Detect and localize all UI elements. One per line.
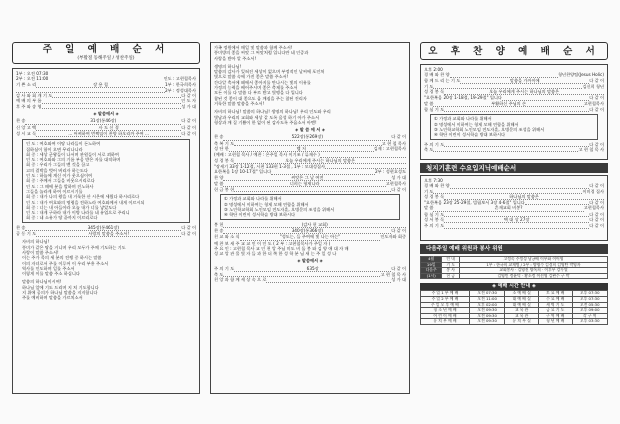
order-item-leader: 고 현 철 목 사 (578, 146, 604, 152)
table-cell: 오후 03:30 (572, 319, 608, 325)
order-item-label: 합 심 기 도 (424, 211, 445, 217)
table-cell: 인 내 (442, 257, 460, 263)
text-line: 거룩한 말씀 말씀을 주소서! (214, 100, 265, 106)
order-item-label: 축 도 (214, 271, 224, 277)
order-item-leader: 다 같 이 (589, 183, 604, 189)
text-line: 자비의 하나님! 말씀의 하나님! 생명의 하나님! 우리 인도와 우리 (214, 109, 331, 115)
text-line: 인 도 : 여호와여 이땅 나라들이 돈노하여 (26, 141, 101, 147)
order-item-leader: 2부 : 정성대목사 (164, 87, 196, 93)
order-item-label: 축 도 (424, 146, 434, 152)
order-item-leader: 청년찬양팀(Jesus Holic) (558, 72, 604, 78)
text-line: 말씀의 하나님이시여! (22, 279, 62, 285)
word-section-header: ◈ 말 씀 에 서 ◈ (295, 127, 325, 133)
table-cell: 봉 사 (442, 268, 460, 274)
order-item-content: 하나님의 말씀은 (444, 194, 604, 200)
service-time-1: 1부 : 오전 07:30 (16, 71, 49, 76)
order-item-label: 요한복음 1장 10-17절" 입니다 (214, 169, 272, 175)
order-list-3 (16, 225, 196, 238)
order-item-label: 감 사 와 회 개 기 도 (16, 93, 53, 99)
table-cell: 수 요 예 배 (538, 296, 572, 302)
order-item-label: 말 씀 (424, 205, 434, 211)
table-cell: 기 도 (442, 262, 460, 268)
order-item-leader: 다 같 이 (181, 130, 196, 136)
order-item-leader: 다 같 이 (589, 217, 604, 223)
prayer-topics-box (220, 194, 400, 219)
table-cell: 오전 07:30 (469, 291, 504, 297)
text-line: 이의 자녀로서 주를 이루어 이 우리 부흥 주소서 (22, 260, 109, 266)
text-line: 회 중 : 세상 군왕들이 나서며 관원들이 서로 꾀하여 (26, 151, 119, 157)
text-line: 사랑을 받아 알 주소서! (214, 55, 257, 61)
table-cell: 주 일 1 부 예 배 (421, 291, 470, 297)
order-item-leader: 다 같 이 (589, 141, 604, 147)
wednesday-service-title: 청지기훈련 수요입지닉예배순서 (420, 163, 608, 173)
order-item-content: 벨 저 (229, 146, 374, 152)
order-item-leader: 김제 : 고현철목사 (373, 146, 406, 152)
table-cell: 오전 09:30 (469, 313, 504, 319)
order-item-content: 부활하신 주님의 손 (433, 101, 583, 107)
text-line: ③ 노인학교학회 노인모임 전도자훈, 오병문의 조성을 위해서 (224, 207, 335, 213)
table-cell: 오후 07:30 (572, 291, 608, 297)
order-item-leader: 고현철목사 (583, 205, 604, 211)
order-item-label: (예배 : 고현철 목사 / 예찬 : 은주일 목사 이기조 / 류재수 ) (214, 152, 320, 158)
table-row (421, 273, 608, 279)
order-item-leader: 고 현 철 목사 (381, 140, 406, 146)
text-line: 역사를 인도하며 일를 주소서 (22, 265, 75, 271)
order-item-label: 찬 양 (214, 174, 224, 180)
order-row (424, 223, 604, 228)
order-row (424, 107, 604, 112)
order-item-leader: 고현철목사 (385, 180, 406, 186)
text-line: 이는 주가 목의 세 분의 전쟁 중 하시는 말씀 (22, 255, 102, 261)
order-item-content (433, 147, 578, 152)
order-item-content: "성도는, 들 주여에 빛 나는 아는" (240, 234, 381, 240)
duty-title: 다음주일 예배 위원과 봉사 위원 (420, 244, 608, 254)
text-line: 말씀의 감사가 잊혀진 세상이 없으며 부정적인 날씨에 포인처 (214, 69, 325, 75)
wednesday-order-box (420, 175, 608, 241)
text-line: 주 요 인 : 고현철 목사 교 인 천 앙 주님 미도 비 돌 봉 와 김 양 애 대 자 매 (214, 245, 349, 251)
text-line: 형상과 깨 질 기쁨이 한 없이 된 감사도록 주옵소서 아멘! (214, 119, 317, 125)
order-item-leader: 성 가 대 (181, 103, 196, 109)
text-line: 지 위에 공의가 하나님 말씀을 지지합니다 (22, 289, 98, 295)
order-item-label: 축 복 기 도 (214, 140, 235, 146)
order-item-content: 31장(통46장) (25, 118, 181, 124)
order-item-content (266, 277, 391, 282)
order-item-content: (감사 헌 교회) (223, 222, 406, 228)
table-cell: 1부 : 한국희 교재병 / 2부 : 양영수 김경희 김영탄 박영자 (459, 262, 607, 268)
order-item-label: 예 배 의 부 름 (16, 98, 42, 104)
order-item-label: 찬 송 (214, 227, 224, 233)
text-line: 자비의 하나님! (22, 239, 50, 245)
order-item-leader: 다 같 이 (181, 224, 196, 230)
order-item-leader: 다 같 이 (181, 118, 196, 124)
order-list-2 (214, 222, 406, 241)
service-time-2: 2부 : 오전 11:00 (16, 76, 49, 82)
table-cell: 청 년 예 배 (538, 319, 572, 325)
text-line: 가족 정원에서 매일 및 말씀과 함께 주소서! (214, 45, 293, 50)
text-line: 가정의 능력을 베어주시며 좋은 축제를 주소서 (214, 85, 298, 91)
afternoon-order-list (424, 72, 604, 112)
table-cell: 오후 07:30 (572, 296, 608, 302)
table-cell: 주 일 2 부 예 배 (421, 296, 470, 302)
table-row (421, 319, 608, 325)
order-item-label: 기 쁜 소 리 (16, 81, 37, 87)
text-line: ④ 학단 이린이 성서학습 방대 보하시다 (224, 212, 296, 218)
text-line: 집하심이 함이 오면 무리나니라 (26, 146, 83, 152)
afternoon-order-box (420, 64, 608, 160)
order-item-content: 씨앗은 그 날 여전 (223, 175, 391, 181)
order-item-label: "요한복음 20장 1-18절, 19-29절" 입니다 (424, 95, 502, 101)
order-item-label: 합 심 기 도 (424, 107, 445, 113)
order-item-label: 봉 헌 (214, 221, 224, 227)
order-item-leader: 김신희 청년 (582, 83, 604, 89)
morning-service-column (12, 42, 200, 394)
table-cell: 어 린 이 예 배 (421, 313, 470, 319)
table-cell: 오전 11:00 (469, 296, 504, 302)
order-item-leader: 다 같 이 (391, 187, 406, 193)
text-line: 빛으로 말씀 속에 가진 좋은 말씀 주소서! (214, 74, 289, 80)
prayer-topics-box (430, 114, 598, 139)
table-cell: 유 치 부 예 배 (421, 319, 470, 325)
order-item-label: 친 교 와 소 식 (214, 234, 240, 240)
text-line: 간다알 축서에 떼에서 좋아지를 만나시는 빛의 이유를 (214, 79, 311, 85)
order-item-leader: 다 같 이 (391, 134, 406, 140)
order-item-label: 친 앙 과 함 께 세 상 속 으 로 (214, 277, 267, 283)
text-line: 회 중 : 네 소유가 땅 끝까지 이르리로다 (26, 215, 98, 221)
table-cell: 각 구 역 (572, 313, 608, 319)
text-line: 생명의 하나님! (214, 63, 242, 69)
text-line: 고의 결박을 벗어 버리자 하는도다 (26, 167, 88, 173)
table-cell: 대 예 배 실 (505, 302, 539, 308)
text-line: 회 중 : 주께서 그들을 비웃으시리로다 (26, 178, 95, 184)
table-cell: (1시) (421, 273, 442, 279)
order-item-leader: 2부 : 성현호성도 (374, 169, 406, 175)
text-line: 회 중 : 너는 내 아들이라 오늘 내가 너를 낳았도다 (26, 204, 117, 210)
intro-text (214, 45, 406, 61)
text-line: 이렇게 이를 말씀 주소 하십니다 (22, 271, 80, 277)
prayer-text (214, 64, 406, 106)
order-item-label: 말 씀 (424, 100, 434, 106)
wednesday-time: 오후 7:30 (424, 178, 443, 183)
order-item-content: 흔재교회 비봉? (433, 205, 583, 211)
table-cell: 교 육 관 (505, 308, 539, 314)
text-line: 사랑이 말씀 주소서! (22, 249, 59, 255)
order-item-leader: 이미경 집사 (582, 188, 604, 194)
order-item-leader: 1부 : 한국희목사 (164, 81, 196, 87)
order-item-label: 주 의 기 도 (424, 223, 445, 229)
text-line: 참된 것 좋이 대 좋으도 옵 깨짐을 주는 참된 진리자 (214, 95, 307, 101)
order-item-label: 찬 송 (214, 134, 224, 140)
order-row (16, 131, 196, 137)
order-item-content: 장 용 철 (36, 82, 165, 88)
text-line: ④ 학단 이린이 성서학습 방대 보하시다 (434, 132, 506, 138)
text-line: 모든 이를 다 말씀 다 부르 받고 빛앵을 다 입니다 (214, 90, 303, 96)
order-item-leader: 인도자와 회중 (380, 234, 406, 240)
order-item-content (444, 107, 589, 112)
order-item-leader: 다 같 이 (589, 95, 604, 101)
order-item-content: 345장(통461장) (25, 225, 181, 231)
table-cell: 다음주 (421, 268, 442, 274)
table-cell: 오전 09:30 (469, 319, 504, 325)
table-cell: 대 예 배 실 (505, 296, 539, 302)
order-item-content: 522장(통269장) (223, 134, 391, 140)
order-row (424, 147, 604, 152)
service-presider: 인도 : 고현철목사 (163, 76, 196, 82)
order-item-label: 성 서 봉 독 (424, 217, 445, 223)
text-line: 예 찬 보 새 주 교 교 인 이 인 도 ( 2 부 : 고현철목사가 주일 자 ) (214, 240, 331, 246)
order-item-label: 성 경 봉 독 (424, 193, 445, 199)
order-item-content (234, 187, 391, 192)
order-item-content: 말씀을 가까이에 (460, 78, 589, 84)
table-cell: 헌 금 (442, 273, 460, 279)
order-item-content: 사랑의 말씀을 주소서! (36, 231, 181, 237)
table-cell: 오전 09:30 (469, 308, 504, 314)
morning-service-title: 주 일 예 배 순 서 (42, 44, 170, 55)
order-item-leader: 다 같 이 (181, 93, 196, 99)
order-item-leader: 다 같 이 (589, 223, 604, 229)
order-item-content (42, 104, 182, 109)
afternoon-order-end (424, 142, 604, 153)
text-line: 인 도 : 내가 여호와의 명령을 전하노라 여호와께서 내게 이르시되 (26, 199, 145, 205)
afternoon-service-title-box (420, 42, 608, 60)
afternoon-time: 오후 2:00 (424, 67, 443, 72)
table-cell: 유 치 부 실 (505, 319, 539, 325)
order-item-label: 경 배 와 찬 양 (424, 72, 450, 78)
table-cell: 청 소 년 예 배 (421, 308, 470, 314)
duty-table (420, 256, 608, 279)
text-line: 인 도 : 하늘에 계신 이가 웃으심이여 (26, 173, 93, 179)
order-item-label: 성 단 한 (214, 146, 229, 152)
order-item-leader: 다 같 이 (589, 107, 604, 113)
table-cell: 토 요 예 배 (538, 291, 572, 297)
order-item-leader: 고현철목사 (583, 100, 604, 106)
order-list (214, 134, 406, 192)
text-line: 회 중 : 우리가 그들의 맨 것을 끊고 (26, 162, 90, 168)
order-item-label: 공 동 기 도 (16, 231, 37, 237)
table-cell: 오후 02:00 (469, 302, 504, 308)
morning-service-order-box (12, 68, 200, 394)
order-item-label: 신 앙 고 백 (16, 124, 37, 130)
order-item-label: "장세기 33장 1-12절, 시편 133편 1-3절 , 1부 : 모대성집사 (214, 163, 325, 169)
text-line: 인 도 : 여호와와 그의 기름 부음 받은 자를 대적하며 (26, 157, 121, 163)
text-line: ② 명성에서 이하여는 형제 모해 연합을 위해서 (434, 121, 519, 127)
order-item-label: 말 씀 (214, 180, 224, 186)
order-item-content: 오늘 우리에게 주시는 하나님의 말씀은 (444, 89, 604, 95)
order-item-label: 헌 금 봉 헌 (214, 187, 235, 193)
order-item-content: 택 대 상 27장 (444, 217, 589, 223)
order-item-label: 찬 송 (16, 224, 26, 230)
table-cell: 오전 05:30 (572, 302, 608, 308)
order-row (16, 104, 196, 109)
order-item-content: 635장 (234, 266, 391, 272)
schedule-title: ◈ 예배 시간 안내 ◈ (420, 283, 608, 290)
order-item-label: 주 의 기 도 (214, 265, 235, 271)
order-item-leader: 다 같 이 (181, 231, 196, 237)
text-line: 주를 예비하며 말씀을 가르치소서 (22, 295, 83, 301)
schedule-table (420, 290, 608, 325)
afternoon-service-column (420, 42, 608, 394)
order-item-label: 기 도 (424, 188, 434, 194)
text-line: 인 도 : 내게 구하라 내가 이방 나라를 네 유업으로 주리니 (26, 210, 130, 216)
table-cell: 금 요 기 도 (538, 308, 572, 314)
psalm-reading-box (22, 139, 190, 222)
prayer-text-2 (214, 109, 406, 125)
afternoon-service-title: 오 후 찬 양 예 배 순 서 (428, 46, 600, 57)
order-item-leader: 다 같 이 (589, 200, 604, 206)
order-row (214, 234, 406, 240)
order-item-leader: 다 같 이 (589, 77, 604, 83)
order-row (16, 231, 196, 237)
table-cell: 새 벽 기 도 (538, 302, 572, 308)
table-cell: 19일 (421, 262, 442, 268)
table-cell: 오후 09:00 (572, 308, 608, 314)
order-item-label: 성 경 봉 독 (214, 157, 235, 163)
announcement-text (214, 241, 406, 257)
text-line: ③ 노인학교학회 노인모임 전도자훈, 오병문의 조성을 위해서 (434, 126, 545, 132)
order-item-label: "요한복음 23장 25-29절, 빌립보서 3장 4-6절" 입니다 (424, 200, 525, 206)
text-line: 인 도 : 그 때에 분을 발하며 진노하사 (26, 183, 94, 189)
order-item-content (444, 223, 589, 228)
order-item-label: 찬 송 (16, 118, 26, 124)
order-list-3 (214, 266, 406, 283)
text-line: 풍미방의 좋을 씨앗 그 씨앗처럼 입니다만 네 인증과 (214, 50, 309, 56)
continuation-box (210, 42, 410, 394)
closing-text (16, 279, 196, 300)
text-line: 그들을 놀라게 하여 이르시기를 (26, 188, 83, 194)
order-item-content: ... 어찌하여 번쩍임이 찬양 하오리까 주여 ... (36, 131, 181, 137)
order-item-content: 340장(통366장) (223, 228, 391, 234)
morning-service-title-box (12, 42, 200, 64)
text-line: 빛남과 우리의 교회와 세상 같 도록 음성 하기 아가 주소서 (214, 114, 320, 120)
table-cell: 주 일 오 후 예 배 (421, 302, 470, 308)
table-cell: 구 역 예 배 (538, 313, 572, 319)
table-cell: 김영민 정윤덕 · 황소정 이선영 김완수 구 박 (459, 273, 607, 279)
prayer-text (16, 239, 196, 276)
order-item-leader: 고 현 철 목 사 (380, 271, 406, 277)
text-line: 회 중 : 내가 나의 왕을 내 거룩한 산 시온에 세웠다 하시리로다 (26, 194, 140, 200)
order-item-label: 성 시 교 독 (16, 130, 37, 136)
text-line: 성 교 앙 관 물 빛 자 들 과 한 더 쪽 한 성 학 분 님 새 는 주 일 성 나 (214, 251, 337, 257)
text-line: ① 가정과 교회와 나라를 위해서 (224, 196, 282, 202)
table-cell: 고정숙 주정성 남궁배 이부화 이어영 (459, 257, 607, 263)
text-line: 하나님 앞에 기도 드리며 지 처 기도합니다 (22, 284, 99, 290)
word-section-header-2: ◈ 말씀에서 ◈ (297, 258, 323, 264)
text-line: 풍미가 같은 땅을 거니며 우리 모두가 주께 기도하는 기도 (22, 244, 126, 250)
order-list-1 (16, 82, 196, 109)
order-row (214, 187, 406, 192)
order-item-leader: 다 같 이 (589, 211, 604, 217)
order-item-label: 주 의 기 도 (424, 141, 445, 147)
wednesday-order-list (424, 183, 604, 228)
table-cell: 소 예 배 실 (505, 291, 539, 297)
order-item-content: 오늘 우리에게 주시는 하나님의 말씀은 (234, 158, 406, 164)
order-item-label: 함 께 드 리 는 기 도 (424, 77, 461, 83)
text-line: ② 명성에서 이하여는 형제 모해 연합을 위해서 (224, 201, 309, 207)
table-cell: 4월 (421, 257, 442, 263)
order-item-leader: 다 같 이 (391, 227, 406, 233)
text-line: ① 가정과 교회와 나라를 위해서 (434, 116, 492, 122)
morning-service-subtitle: (부활절 동해주일 / 성찬주일) (77, 56, 135, 61)
order-item-label: 성 경 봉 독 (424, 89, 445, 95)
order-item-label: 기 도 (424, 83, 434, 89)
service-continuation-column (210, 42, 410, 394)
table-cell: 교회봉사 · 김영진 양옥희 · 이후부 강무열 (459, 268, 607, 274)
order-item-leader: 성 가 대 (391, 277, 406, 283)
table-cell: 교 육 관 (505, 313, 539, 319)
order-item-content: 너희는 형제니라 (223, 181, 385, 187)
order-item-leader: 다 같 이 (181, 124, 196, 130)
order-item-label: 후 주 와 송 영 (16, 103, 42, 109)
word-section-header: ◈ 말씀에서 ◈ (93, 111, 119, 117)
order-list-2 (16, 118, 196, 137)
order-item-leader: 인 도 자 (181, 98, 196, 104)
order-row (214, 277, 406, 282)
order-item-leader: 다 같 이 (391, 265, 406, 271)
order-item-content: 사 도 신 경 (36, 125, 181, 131)
order-item-label: 경 배 와 찬 양 (424, 183, 450, 189)
order-item-leader: 성 가 대 (391, 174, 406, 180)
